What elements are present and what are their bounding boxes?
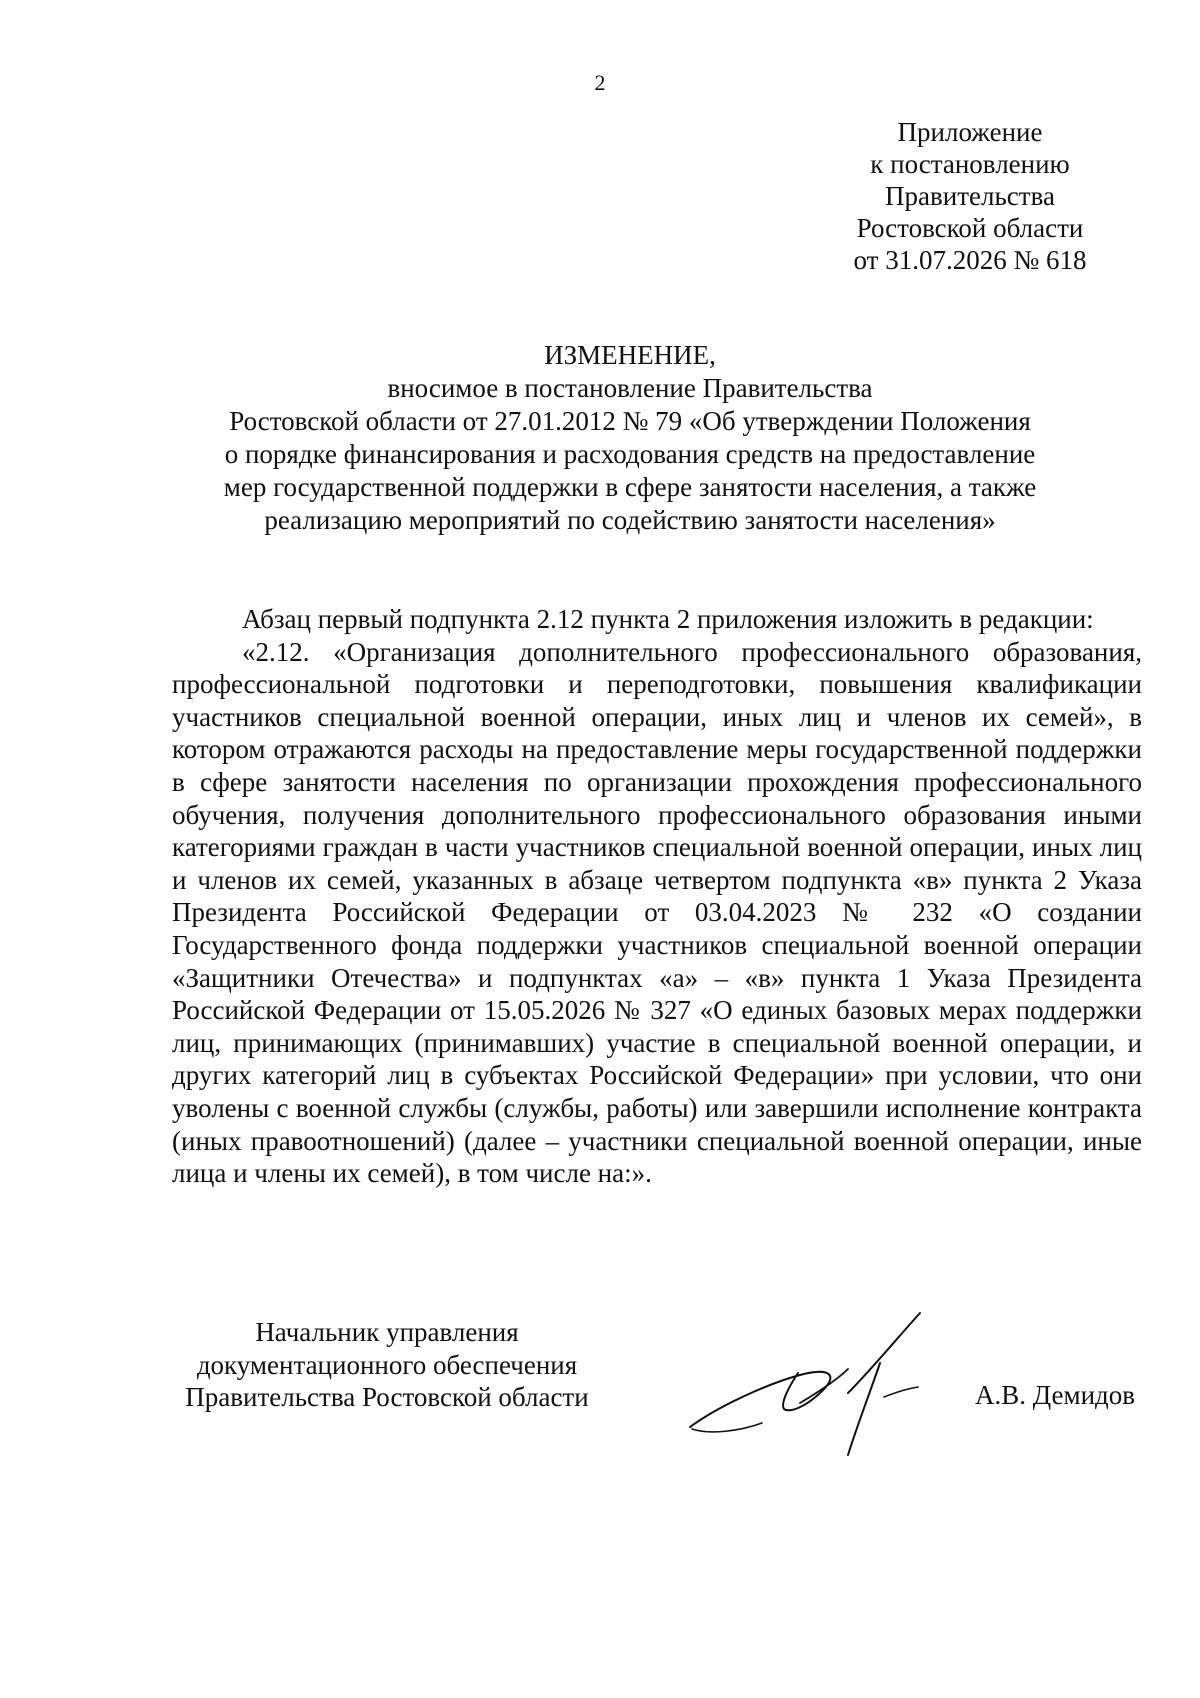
appendix-line: Ростовской области <box>856 213 1084 243</box>
position-line: Правительства Ростовской области <box>185 1382 589 1412</box>
lead-paragraph: Абзац первый подпункта 2.12 пункта 2 приложения изложить в редакции: <box>242 604 1094 634</box>
document-body <box>172 603 1142 1190</box>
title-line: реализацию мероприятий по содействию занятости населения» <box>264 505 996 535</box>
title-line: о порядке финансирования и расходования средств на предоставление <box>224 439 1036 469</box>
document-title <box>170 339 1090 537</box>
title-line: вносимое в постановление Правительства <box>387 373 873 403</box>
appendix-line: к постановлению <box>870 149 1070 179</box>
appendix-line: от 31.07.2026 № 618 <box>853 245 1087 275</box>
signatory-position <box>172 1316 602 1414</box>
handwritten-signature <box>680 1305 950 1465</box>
appendix-header <box>820 116 1120 276</box>
page-number: 2 <box>594 70 606 95</box>
amendment-paragraph: «2.12. «Организация дополнительного профессионального образования, профессиональной подготовки и переподготовки, повышения квалификации участников специальной военной операции, иных лиц и членов их семей», в котором отражаются расходы на предоставление меры государственной поддержки в сфере занятости населения по организации прохождения профессионального обучения, получения дополнительного профессионального образования иными категориями граждан в части участников специальной военной операции, иных лиц и членов их семей, указанных в абзаце четвертом подпункта «в» пункта 2 Указа Президента Российской Федерации от 03.04.2023 № 232 «О создании Государственного фонда поддержки участников специальной военной операции «Защитники Отечества» и подпунктах «а» – «в» пункта 1 Указа Президента Российской Федерации от 15.05.2026 № 327 «О единых базовых мерах поддержки лиц, принимающих (принимавших) участие в специальной военной операции, и других категорий лиц в субъектах Российской Федерации» при условии, что они уволены с военной службы (службы, работы) или завершили исполнение контракта (иных правоотношений) (далее – участники специальной военной операции, иные лица и члены их семей), в том числе на:». <box>172 636 1142 1189</box>
position-line: Начальник управления <box>255 1317 519 1347</box>
title-heading: ИЗМЕНЕНИЕ, <box>544 340 716 370</box>
title-line: Ростовской области от 27.01.2012 № 79 «Об утверждении Положения <box>229 406 1031 436</box>
appendix-line: Правительства <box>885 181 1055 211</box>
signatory-name: А.В. Демидов <box>975 1380 1136 1410</box>
title-line: мер государственной поддержки в сфере занятости населения, а также <box>223 472 1037 502</box>
appendix-line: Приложение <box>897 117 1043 147</box>
position-line: документационного обеспечения <box>196 1349 578 1380</box>
